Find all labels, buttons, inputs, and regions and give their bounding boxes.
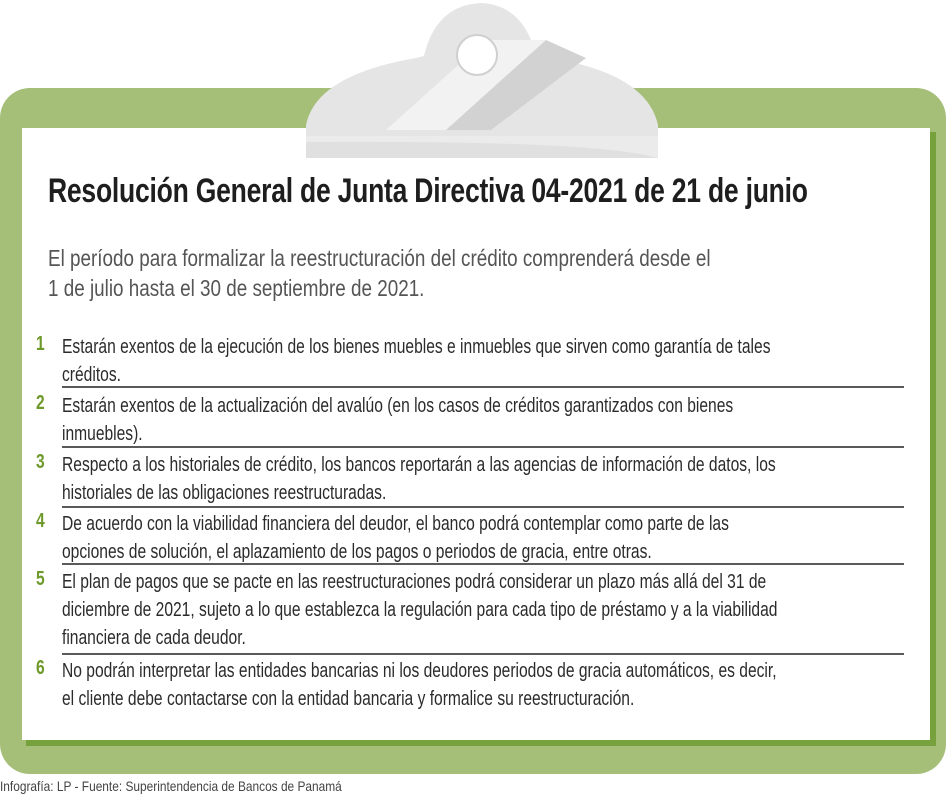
item-line: Estarán exentos de la actualización del avalúo (en los casos de créditos garantizados con bienes — [62, 395, 734, 417]
item-text — [62, 510, 729, 566]
item-line: créditos. — [62, 364, 121, 386]
item-line: No podrán interpretar las entidades bancarias ni los deudores periodos de gracia automáticos, es decir, — [62, 660, 777, 682]
item-line: inmuebles). — [62, 423, 143, 445]
item-text — [62, 333, 771, 389]
divider — [62, 653, 904, 655]
divider — [62, 446, 904, 448]
divider — [62, 506, 904, 508]
item-number: 2 — [36, 392, 45, 414]
item-line: Respecto a los historiales de crédito, los bancos reportarán a las agencias de información de datos, los — [62, 454, 776, 476]
intro-paragraph — [48, 243, 711, 303]
intro-line: El período para formalizar la reestructuración del crédito comprenderá desde el — [48, 245, 711, 271]
item-line: el cliente debe contactarse con la entidad bancaria y formalice su reestructuración. — [62, 688, 635, 710]
item-number: 4 — [36, 510, 45, 532]
item-number: 5 — [36, 568, 45, 590]
page-title: Resolución General de Junta Directiva 04-2021 de 21 de junio — [48, 172, 808, 210]
item-number: 6 — [36, 657, 45, 679]
item-number: 3 — [36, 451, 45, 473]
item-text — [62, 451, 776, 507]
item-line: historiales de las obligaciones reestructuradas. — [62, 482, 387, 504]
item-text — [62, 657, 777, 713]
clipboard-clip-icon — [296, 0, 676, 160]
item-line: Estarán exentos de la ejecución de los bienes muebles e inmuebles que sirven como garantía de tales — [62, 336, 771, 358]
source-credit: Infografía: LP - Fuente: Superintendencia de Bancos de Panamá — [0, 778, 342, 794]
item-number: 1 — [36, 333, 45, 355]
item-line: El plan de pagos que se pacte en las reestructuraciones podrá considerar un plazo más allá del 31 de — [62, 571, 767, 593]
divider — [62, 386, 904, 388]
item-text — [62, 392, 733, 448]
intro-line: 1 de julio hasta el 30 de septiembre de 2021. — [48, 275, 425, 301]
item-line: diciembre de 2021, sujeto a lo que establezca la regulación para cada tipo de préstamo y a la viabilidad — [62, 599, 778, 621]
item-line: financiera de cada deudor. — [62, 627, 246, 649]
item-text — [62, 568, 777, 652]
divider — [62, 563, 904, 565]
item-line: opciones de solución, el aplazamiento de los pagos o periodos de gracia, entre otras. — [62, 541, 652, 563]
item-line: De acuerdo con la viabilidad financiera del deudor, el banco podrá contemplar como parte de las — [62, 513, 729, 535]
